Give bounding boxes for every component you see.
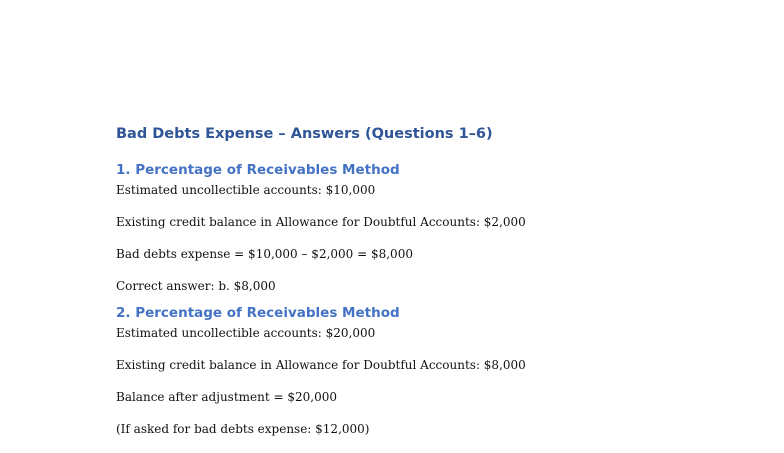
- section-2: [116, 304, 736, 437]
- estimated-uncollectible-line: Estimated uncollectible accounts: $20,000: [116, 326, 376, 340]
- estimated-uncollectible-line: Estimated uncollectible accounts: $10,000: [116, 183, 376, 197]
- section-1: [116, 161, 736, 294]
- document-title: Bad Debts Expense – Answers (Questions 1–6): [116, 126, 493, 142]
- balance-after-adjustment-line: Balance after adjustment = $20,000: [116, 390, 338, 404]
- section-2-heading: 2. Percentage of Receivables Method: [116, 305, 400, 321]
- section-1-heading: 1. Percentage of Receivables Method: [116, 162, 400, 178]
- existing-credit-balance-line: Existing credit balance in Allowance for Doubtful Accounts: $8,000: [116, 358, 526, 372]
- bad-debts-expense-line: Bad debts expense = $10,000 – $2,000 = $8,000: [116, 247, 413, 261]
- existing-credit-balance-line: Existing credit balance in Allowance for Doubtful Accounts: $2,000: [116, 215, 526, 229]
- correct-answer-line: Correct answer: b. $8,000: [116, 279, 276, 293]
- document-body: [116, 124, 736, 453]
- bad-debts-expense-note-line: (If asked for bad debts expense: $12,000): [116, 422, 370, 436]
